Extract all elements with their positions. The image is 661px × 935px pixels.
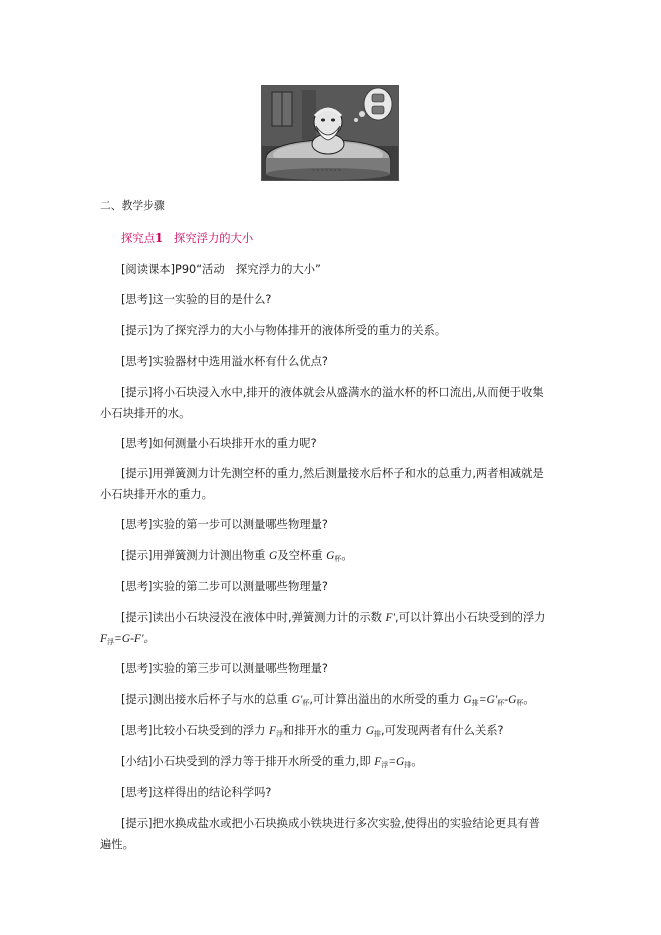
- hint-step-two-2: [100, 632, 155, 649]
- subscript-buoy: 浮: [107, 638, 115, 646]
- hint-step-two-text: [提示]读出小石块浸没在液体中时,弹簧测力计的示数: [121, 611, 386, 624]
- explore-label: 探究点: [121, 232, 155, 245]
- symbol-G-prime: G': [291, 694, 303, 706]
- formula-buoyancy: =G-F'。: [114, 633, 155, 645]
- formula-part: =G': [478, 694, 498, 706]
- summary: [121, 755, 423, 772]
- symbol-G-cup: G: [326, 550, 335, 562]
- subscript-cup: 杯: [302, 699, 310, 707]
- subscript-disp: 排: [374, 730, 381, 738]
- symbol-F-prime: F': [385, 612, 396, 624]
- think-step-one: [思考]实验的第一步可以测量哪些物理量?: [121, 518, 328, 531]
- hint-step-two-end: ,可以计算出小石块受到的浮力: [395, 611, 546, 624]
- hint-measure-weight-2: 小石块排开水的重力。: [100, 488, 213, 501]
- explore-point-heading: [121, 231, 253, 246]
- summary-text: [小结]小石块受到的浮力等于排开水所受的重力,即: [121, 755, 375, 768]
- hint-scientific-2: 遍性。: [100, 838, 134, 851]
- symbol-G: G: [268, 550, 278, 562]
- hint-purpose: [提示]为了探究浮力的大小与物体排开的液体所受的重力的关系。: [121, 324, 447, 337]
- think-purpose: [思考]这一实验的目的是什么?: [121, 293, 272, 306]
- formula-part: =G: [388, 756, 405, 768]
- think-measure-weight: [思考]如何测量小石块排开水的重力呢?: [121, 437, 317, 450]
- subscript-cup: 杯: [334, 555, 342, 563]
- hint-overflow-cup-1: [提示]将小石块浸入水中,排开的液体就会从盛满水的溢水杯的杯口流出,从而便于收集: [121, 386, 544, 399]
- hint-step-one-end: 。: [341, 549, 353, 562]
- hint-measure-weight-1: [提示]用弹簧测力计先测空杯的重力,然后测量接水后杯子和水的总重力,两者相减就是: [121, 467, 544, 480]
- subscript-cup: 杯: [497, 699, 505, 707]
- summary-end: 。: [411, 755, 423, 768]
- symbol-F-buoy: F: [100, 633, 108, 645]
- symbol-G-disp: G: [365, 725, 374, 737]
- think-scientific: [思考]这样得出的结论科学吗?: [121, 786, 272, 799]
- think-compare: [121, 724, 504, 741]
- archimedes-bath-illustration: [262, 86, 399, 181]
- symbol-G-disp: G: [463, 694, 472, 706]
- hint-step-three-end: 。: [523, 693, 535, 706]
- reading-line: [阅读课本]P90“活动 探究浮力的大小”: [121, 263, 321, 276]
- subscript-buoy: 浮: [381, 761, 389, 769]
- think-step-three: [思考]实验的第三步可以测量哪些物理量?: [121, 662, 328, 675]
- hint-overflow-cup-2: 小石块排开的水。: [100, 407, 191, 420]
- symbol-F-buoy: F: [268, 725, 277, 737]
- section-heading: 二、教学步骤: [100, 199, 165, 212]
- hint-step-one-mid: 及空杯重: [277, 549, 327, 562]
- hint-scientific-1: [提示]把水换成盐水或把小石块换成小铁块进行多次实验,使得出的实验结论更具有普: [121, 817, 541, 830]
- think-step-two: [思考]实验的第二步可以测量哪些物理量?: [121, 580, 328, 593]
- subscript-disp: 排: [471, 699, 479, 707]
- explore-number: 1: [154, 231, 164, 245]
- figure-image: [261, 85, 399, 181]
- explore-title: 探究浮力的大小: [174, 232, 254, 245]
- think-compare-text: [思考]比较小石块受到的浮力: [121, 724, 269, 737]
- hint-step-three-text: [提示]测出接水后杯子与水的总重: [121, 693, 292, 706]
- formula-part: -G: [504, 694, 517, 706]
- think-compare-end: ,可发现两者有什么关系?: [381, 724, 504, 737]
- hint-step-one-text: [提示]用弹簧测力计测出物重: [121, 549, 269, 562]
- think-compare-mid: 和排开水的重力: [283, 724, 366, 737]
- subscript-disp: 排: [404, 761, 412, 769]
- hint-step-three: [121, 693, 535, 710]
- svg-text:~ ~ ~ ~ ~ ~ ~: ~ ~ ~ ~ ~ ~ ~: [312, 168, 341, 174]
- symbol-F-buoy: F: [374, 756, 382, 768]
- hint-step-one: [121, 549, 353, 566]
- hint-step-three-mid: ,可计算出溢出的水所受的重力: [309, 693, 464, 706]
- hint-step-two-1: [121, 611, 545, 625]
- subscript-buoy: 浮: [276, 730, 284, 738]
- think-overflow-cup: [思考]实验器材中选用溢水杯有什么优点?: [121, 355, 328, 368]
- subscript-cup: 杯: [516, 699, 524, 707]
